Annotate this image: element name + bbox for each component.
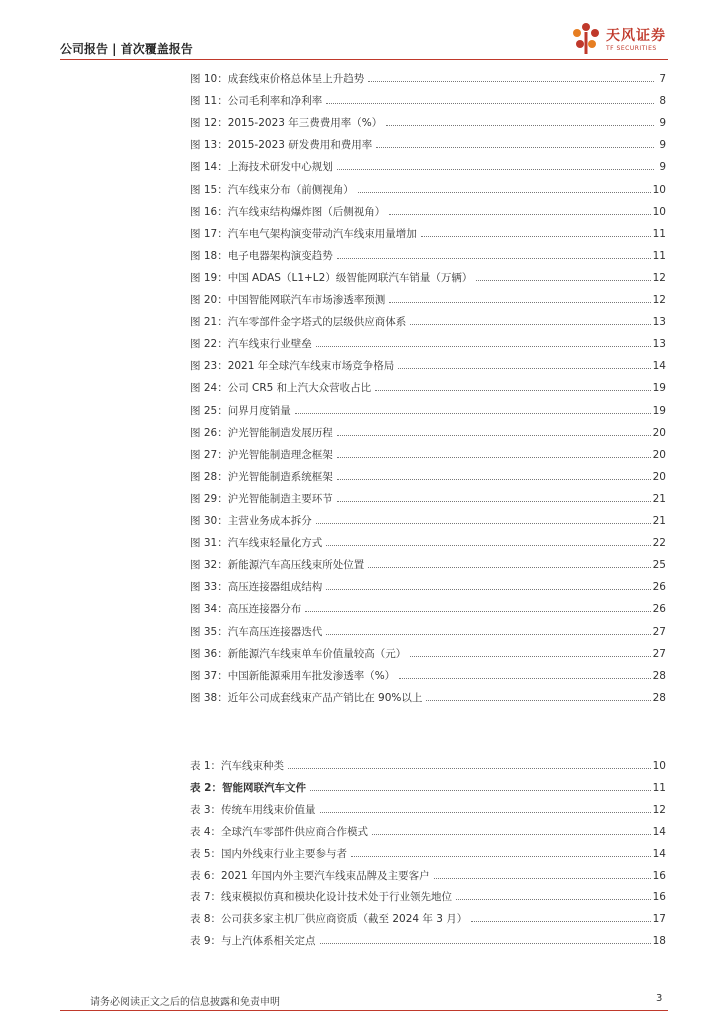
entry-label: 表 6：2021 年国内外主要汽车线束品牌及主要客户 (190, 869, 430, 882)
dot-leader (337, 479, 651, 480)
figure-entry[interactable] (190, 490, 666, 506)
entry-label: 图 16：汽车线束结构爆炸图（后侧视角） (190, 205, 386, 218)
entry-page-number: 26 (652, 581, 666, 594)
dot-leader (326, 545, 650, 546)
entry-page-number: 9 (659, 139, 666, 152)
entry-label: 图 32：新能源汽车高压线束所处位置 (190, 559, 365, 572)
figure-entry[interactable] (190, 578, 666, 594)
table-entry[interactable] (190, 910, 666, 926)
figure-entry[interactable] (190, 424, 666, 440)
entry-page-number: 11 (652, 227, 666, 240)
table-entry[interactable] (190, 932, 666, 948)
entry-page-number: 26 (652, 603, 666, 616)
entry-label: 图 30：主营业务成本拆分 (190, 515, 312, 527)
entry-label: 图 26：沪光智能制造发展历程 (190, 426, 333, 439)
entry-page-number: 7 (659, 73, 666, 85)
entry-page-number: 13 (652, 338, 666, 351)
figure-entry[interactable] (190, 225, 666, 241)
figure-entry[interactable] (190, 203, 666, 219)
dot-leader (372, 834, 651, 835)
entry-page-number: 17 (652, 913, 666, 926)
figure-entry[interactable] (190, 556, 666, 572)
dot-leader (421, 236, 651, 237)
entry-label: 图 10：成套线束价格总体呈上升趋势 (190, 73, 365, 85)
dot-leader (337, 457, 651, 458)
dot-leader (375, 390, 650, 391)
dot-leader (316, 523, 651, 524)
dot-leader (310, 790, 651, 791)
dot-leader (386, 125, 654, 126)
entry-page-number: 21 (652, 492, 666, 505)
table-entry[interactable] (190, 779, 666, 795)
logo-text-en: TF SECURITIES (606, 45, 657, 52)
dot-leader (326, 634, 650, 635)
entry-page-number: 16 (652, 891, 666, 904)
entry-label: 图 36：新能源汽车线束单车价值量较高（元） (190, 647, 407, 660)
entry-label: 表 3：传统车用线束价值量 (190, 803, 316, 816)
entry-label: 表 1：汽车线束种类 (190, 760, 285, 772)
entry-page-number: 14 (652, 825, 666, 838)
logo-mark-icon (570, 22, 602, 56)
entry-page-number: 10 (652, 205, 666, 218)
entry-label: 图 19：中国 ADAS（L1+L2）级智能网联汽车销量（万辆） (190, 271, 473, 284)
dot-leader (320, 812, 651, 813)
table-entry[interactable] (190, 823, 666, 839)
entry-label: 表 4：全球汽车零部件供应商合作模式 (190, 825, 369, 838)
entry-page-number: 14 (652, 847, 666, 860)
entry-label: 图 22：汽车线束行业壁垒 (190, 338, 312, 351)
disclaimer-text: 请务必阅读正文之后的信息披露和免责申明 (90, 997, 280, 1008)
entry-label: 图 38：近年公司成套线束产品产销比在 90%以上 (190, 691, 423, 704)
entry-label: 图 33：高压连接器组成结构 (190, 581, 323, 594)
dot-leader (320, 943, 651, 944)
dot-leader (337, 435, 651, 436)
figure-entry[interactable] (190, 247, 666, 263)
figure-entry[interactable] (190, 645, 666, 661)
entry-label: 图 20：中国智能网联汽车市场渗透率预测 (190, 294, 386, 306)
figure-entry[interactable] (190, 357, 666, 373)
figure-entry[interactable] (190, 402, 666, 418)
entry-page-number: 16 (652, 869, 666, 882)
entry-label: 图 13：2015-2023 研发费用和费用率 (190, 139, 373, 152)
entry-label: 图 29：沪光智能制造主要环节 (190, 492, 333, 505)
figure-entry[interactable] (190, 446, 666, 462)
dot-leader (295, 413, 651, 414)
figure-entry[interactable] (190, 335, 666, 351)
entry-page-number: 12 (652, 294, 666, 306)
dot-leader (368, 81, 654, 82)
entry-page-number: 13 (652, 316, 666, 329)
figure-entry[interactable] (190, 136, 666, 152)
figure-entry[interactable] (190, 600, 666, 616)
dot-leader (389, 302, 650, 303)
dot-leader (337, 258, 651, 259)
entry-page-number: 22 (652, 537, 666, 550)
entry-page-number: 11 (652, 781, 666, 794)
entry-label: 图 15：汽车线束分布（前侧视角） (190, 183, 354, 196)
entry-label: 图 31：汽车线束轻量化方式 (190, 537, 323, 550)
entry-page-number: 21 (652, 515, 666, 527)
entry-label: 图 18：电子电器架构演变趋势 (190, 249, 333, 262)
dot-leader (471, 921, 650, 922)
entry-label: 图 37：中国新能源乘用车批发渗透率（%） (190, 669, 396, 682)
figure-entry[interactable] (190, 269, 666, 285)
logo-text-cn: 天风证券 (606, 28, 666, 44)
dot-leader (337, 169, 654, 170)
figure-entry[interactable] (190, 158, 666, 174)
entry-page-number: 12 (652, 271, 666, 284)
dot-leader (326, 589, 650, 590)
table-entry[interactable] (190, 888, 666, 904)
entry-page-number: 11 (652, 249, 666, 262)
entry-label: 图 11：公司毛利率和净利率 (190, 95, 323, 108)
table-entry[interactable] (190, 757, 666, 773)
figure-entry[interactable] (190, 181, 666, 197)
entry-page-number: 10 (652, 760, 666, 772)
entry-label: 图 12：2015-2023 年三费费用率（%） (190, 117, 383, 130)
entry-label: 图 25：问界月度销量 (190, 404, 291, 417)
table-entry[interactable] (190, 867, 666, 883)
figure-entry[interactable] (190, 379, 666, 395)
entry-page-number: 18 (652, 935, 666, 948)
entry-label: 图 24：公司 CR5 和上汽大众营收占比 (190, 382, 372, 395)
dot-leader (305, 611, 650, 612)
dot-leader (426, 700, 650, 701)
dot-leader (358, 192, 651, 193)
entry-page-number: 14 (652, 360, 666, 373)
figure-entry[interactable] (190, 623, 666, 639)
entry-label: 图 34：高压连接器分布 (190, 603, 302, 616)
dot-leader (399, 678, 650, 679)
entry-page-number: 12 (652, 803, 666, 816)
entry-label: 图 23：2021 年全球汽车线束市场竞争格局 (190, 360, 395, 373)
dot-leader (398, 368, 650, 369)
dot-leader (434, 878, 651, 879)
dot-leader (288, 768, 651, 769)
table-entry[interactable] (190, 801, 666, 817)
table-entry[interactable] (190, 845, 666, 861)
report-type-title: 公司报告 | 首次覆盖报告 (60, 42, 193, 56)
dot-leader (337, 501, 651, 502)
figure-entry[interactable] (190, 689, 666, 705)
figure-entry[interactable] (190, 468, 666, 484)
entry-page-number: 25 (652, 559, 666, 572)
dot-leader (476, 280, 650, 281)
company-logo (570, 22, 680, 58)
header-divider (60, 59, 668, 60)
entry-page-number: 20 (652, 426, 666, 439)
entry-page-number: 19 (652, 404, 666, 417)
entry-page-number: 28 (652, 691, 666, 704)
entry-page-number: 9 (659, 117, 666, 130)
dot-leader (410, 324, 650, 325)
entry-label: 图 21：汽车零部件金字塔式的层级供应商体系 (190, 316, 407, 329)
figure-entry[interactable] (190, 92, 666, 108)
entry-page-number: 19 (652, 382, 666, 395)
entry-label: 图 14：上海技术研发中心规划 (190, 161, 333, 174)
entry-label: 图 27：沪光智能制造理念框架 (190, 448, 333, 461)
entry-page-number: 10 (652, 183, 666, 196)
figure-entry[interactable] (190, 70, 666, 86)
page-number: 3 (656, 993, 663, 1004)
entry-label: 图 28：沪光智能制造系统框架 (190, 470, 333, 483)
entry-label: 图 17：汽车电气架构演变带动汽车线束用量增加 (190, 227, 417, 240)
dot-leader (351, 856, 651, 857)
entry-page-number: 27 (652, 647, 666, 660)
figure-entry[interactable] (190, 667, 666, 683)
dot-leader (456, 899, 651, 900)
figure-entry[interactable] (190, 313, 666, 329)
dot-leader (326, 103, 654, 104)
dot-leader (389, 214, 650, 215)
entry-page-number: 27 (652, 625, 666, 638)
dot-leader (316, 346, 651, 347)
figure-entry[interactable] (190, 291, 666, 307)
entry-page-number: 8 (659, 95, 666, 108)
figure-entry[interactable] (190, 114, 666, 130)
entry-page-number: 28 (652, 669, 666, 682)
entry-label: 表 8：公司获多家主机厂供应商资质（截至 2024 年 3 月） (190, 913, 468, 926)
dot-leader (376, 147, 654, 148)
entry-page-number: 20 (652, 470, 666, 483)
entry-label: 表 5：国内外线束行业主要参与者 (190, 847, 348, 860)
entry-page-number: 9 (659, 161, 666, 174)
figure-entry[interactable] (190, 512, 666, 528)
footer-divider (60, 1010, 668, 1011)
entry-page-number: 20 (652, 448, 666, 461)
dot-leader (410, 656, 650, 657)
figure-entry[interactable] (190, 534, 666, 550)
entry-label: 图 35：汽车高压连接器迭代 (190, 625, 323, 638)
entry-label: 表 7：线束模拟仿真和模块化设计技术处于行业领先地位 (190, 891, 453, 904)
entry-label: 表 2：智能网联汽车文件 (190, 781, 306, 794)
dot-leader (368, 567, 650, 568)
entry-label: 表 9：与上汽体系相关定点 (190, 935, 316, 948)
